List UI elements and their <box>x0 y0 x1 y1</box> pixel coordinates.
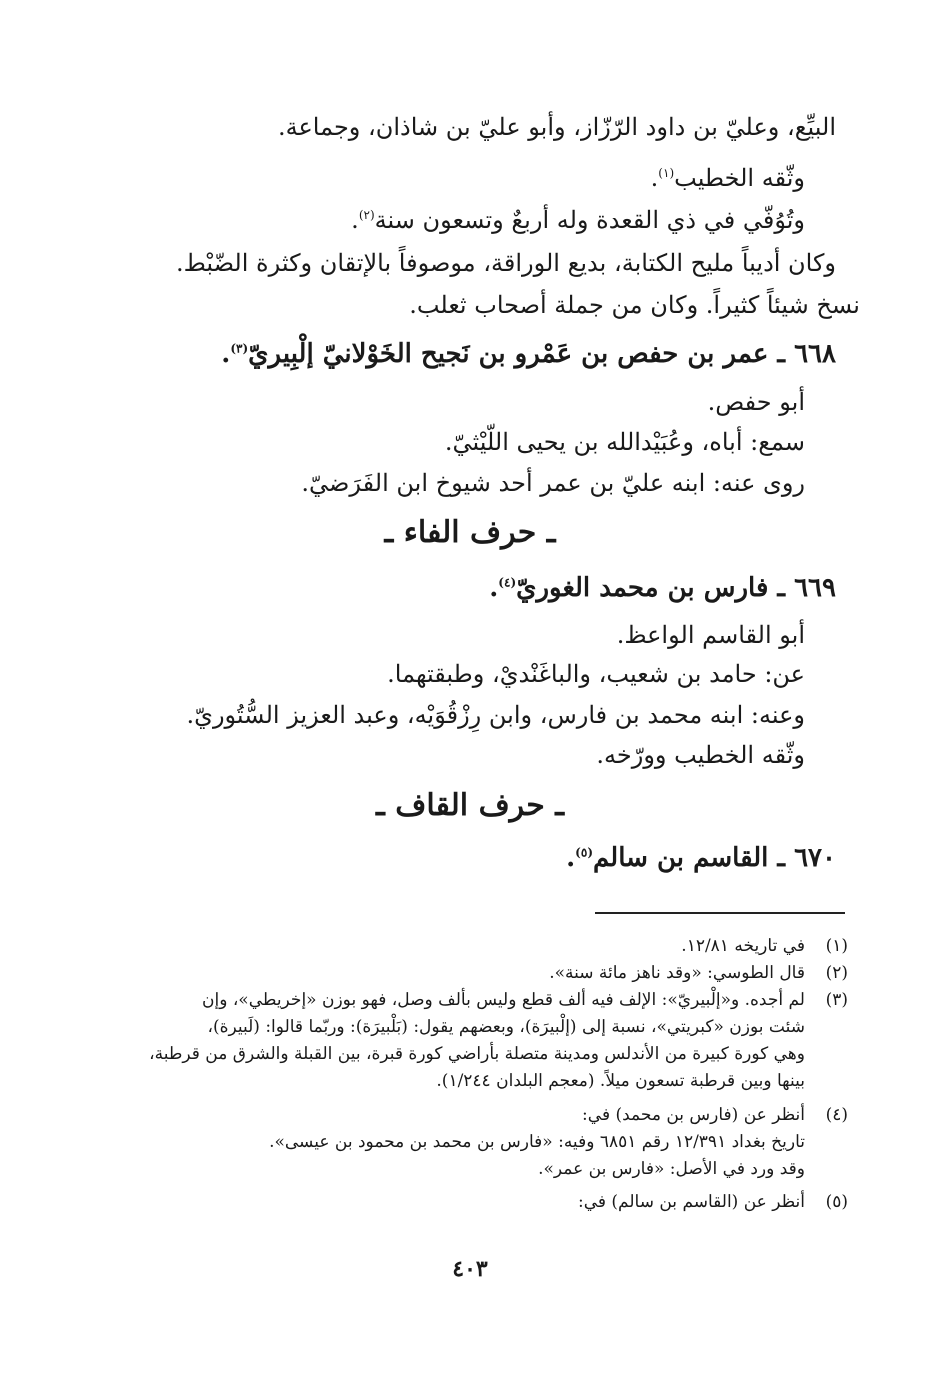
footnote-4-line-1: أنظر عن (فارس بن محمد) في: <box>582 1105 805 1125</box>
section-heading-qaf: ـ حرف القاف ـ <box>376 788 564 823</box>
footnote-ref-4: (٤) <box>498 575 517 590</box>
entry-669-title: ٦٦٩ ـ فارس بن محمد الغوريّ$^{(٤)}$. <box>489 573 836 603</box>
footnote-separator <box>595 912 845 914</box>
footnote-1: في تاريخه ١٢/٨١. <box>681 936 805 956</box>
footnote-3-line-1: لم أجده. و«إلْبيريّ»: الإلف فيه ألف قطع وليس بألف وصل، فهو بوزن «إخريطي»، وإن <box>202 990 805 1010</box>
footnote-number-1: (١) <box>825 936 848 956</box>
footnote-number-5: (٥) <box>825 1192 848 1212</box>
text-line-11: أبو القاسم الواعظ. <box>616 621 805 649</box>
footnote-3-line-3: وهي كورة كبيرة من الأندلس ومدينة متصلة بأراضي كورة قبرة، بين القبلة والشرق من قرطبة، <box>149 1044 805 1064</box>
footnote-number-3: (٣) <box>825 990 848 1010</box>
footnote-number-2: (٢) <box>825 963 848 983</box>
footnote-number-4: (٤) <box>825 1105 848 1125</box>
text-line-14: وثّقه الخطيب وورّخه. <box>596 741 805 769</box>
footnote-ref-2: (٢) <box>358 208 375 222</box>
text-line-12: عن: حامد بن شعيب، والباغَنْديْ، وطبقتهما. <box>387 660 805 688</box>
text-line-9: روى عنه: ابنه عليّ بن عمر أحد شيوخ ابن الفَرَضيّ. <box>301 469 805 497</box>
entry-668-title: ٦٦٨ ـ عمر بن حفص بن عَمْرو بن نَجيح الخَوْلانيّ إلْبِيريّ$^{(٣)}$. <box>221 339 836 369</box>
footnote-5: أنظر عن (القاسم بن سالم) في: <box>577 1192 805 1212</box>
text-line-1: البيِّع، وعليّ بن داود الرّزّاز، وأبو عليّ بن شاذان، وجماعة. <box>277 113 836 141</box>
footnote-2: قال الطوسي: «وقد ناهز مائة سنة». <box>549 963 805 983</box>
text-line-7: أبو حفص. <box>707 388 805 416</box>
footnote-ref-5: (٥) <box>575 845 593 860</box>
footnote-4-line-3: وقد ورد في الأصل: «فارس بن عمر». <box>538 1159 805 1179</box>
text-line-13: وعنه: ابنه محمد بن فارس، وابن رِزْقُوَيْه، وعبد العزيز السُّتُوريّ. <box>186 701 805 729</box>
entry-670-title: ٦٧٠ ـ القاسم بن سالم$^{(٥)}$. <box>566 843 836 873</box>
text-line-8: سمع: أباه، وعُبَيْدالله بن يحيى اللّيْثيّ. <box>444 428 805 456</box>
page-number: ٤٠٣ <box>452 1256 488 1282</box>
footnote-4-line-2: تاريخ بغداد ١٢/٣٩١ رقم ٦٨٥١ وفيه: «فارس بن محمد بن محمود بن عيسى». <box>269 1132 805 1152</box>
footnote-ref-1: (١) <box>658 166 675 180</box>
footnote-3-line-4: بينها وبين قرطبة تسعون ميلاً. (معجم البلدان ١/٢٤٤). <box>436 1071 805 1091</box>
section-heading-fa: ـ حرف الفاء ـ <box>384 515 556 550</box>
footnote-ref-3: (٣) <box>230 341 249 356</box>
footnote-3-line-2: شئت بوزن «كبريتي»، نسبة إلى (إلْبيرَة)، وبعضهم يقول: (بَلْبيرَة): وربّما قالوا: (لَبيرة)، <box>207 1017 805 1037</box>
text-line-5: نسخ شيئاً كثيراً. وكان من جملة أصحاب ثعلب. <box>409 291 860 319</box>
text-line-3: وتُوُفّي في ذي القعدة وله أربعٌ وتسعون سنة$^{(٢)}$. <box>351 206 805 234</box>
text-line-2: وثّقه الخطيب$^{(١)}$. <box>650 164 805 192</box>
text-line-4: وكان أديباً مليح الكتابة، بديع الوراقة، موصوفاً بالإتقان وكثرة الضّبْط. <box>175 249 836 277</box>
